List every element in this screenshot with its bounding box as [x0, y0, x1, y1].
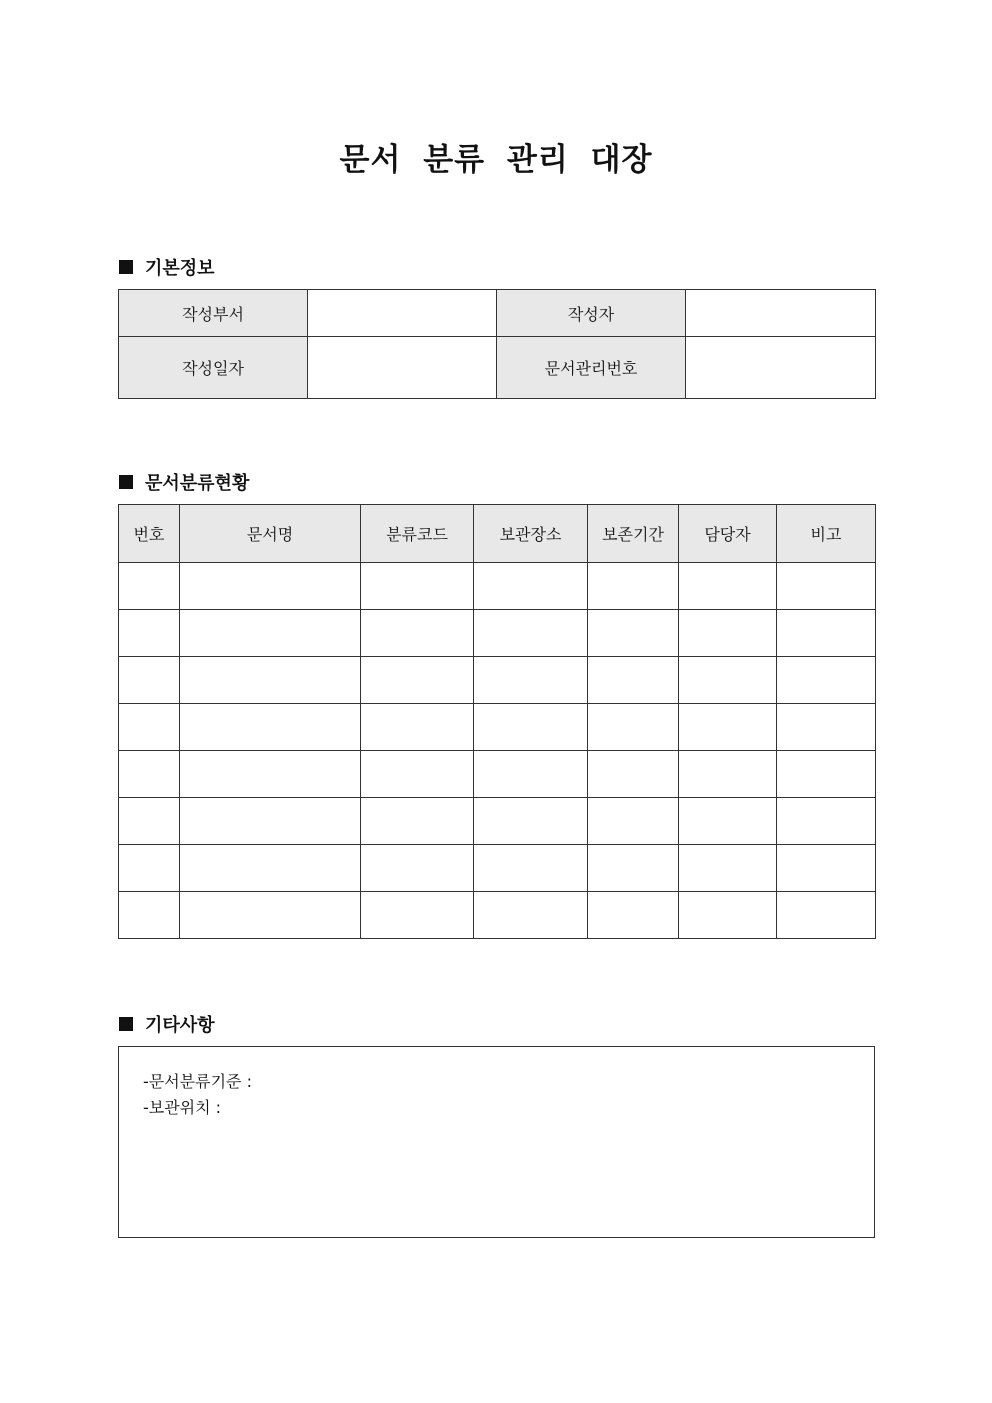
- cell-doc-name[interactable]: [180, 610, 361, 657]
- square-bullet-icon: [119, 475, 133, 489]
- square-bullet-icon: [119, 260, 133, 274]
- cell-class-code[interactable]: [361, 751, 474, 798]
- col-header-class-code: 분류코드: [361, 505, 474, 563]
- cell-storage-location[interactable]: [474, 657, 588, 704]
- col-header-retention-period: 보존기간: [588, 505, 679, 563]
- cell-retention-period[interactable]: [588, 657, 679, 704]
- cell-manager[interactable]: [679, 610, 777, 657]
- cell-manager[interactable]: [679, 657, 777, 704]
- cell-manager[interactable]: [679, 704, 777, 751]
- cell-class-code[interactable]: [361, 845, 474, 892]
- cell-retention-period[interactable]: [588, 892, 679, 939]
- col-header-manager: 담당자: [679, 505, 777, 563]
- cell-number[interactable]: [119, 845, 180, 892]
- col-header-number: 번호: [119, 505, 180, 563]
- cell-class-code[interactable]: [361, 892, 474, 939]
- cell-doc-name[interactable]: [180, 657, 361, 704]
- cell-manager[interactable]: [679, 892, 777, 939]
- cell-doc-name[interactable]: [180, 563, 361, 610]
- cell-retention-period[interactable]: [588, 563, 679, 610]
- cell-class-code[interactable]: [361, 610, 474, 657]
- cell-doc-name[interactable]: [180, 751, 361, 798]
- notes-box[interactable]: [118, 1046, 875, 1238]
- cell-number[interactable]: [119, 704, 180, 751]
- page-title: 문서 분류 관리 대장: [339, 142, 653, 178]
- cell-remarks[interactable]: [777, 657, 876, 704]
- table-row: [119, 798, 876, 845]
- cell-remarks[interactable]: [777, 751, 876, 798]
- cell-doc-name[interactable]: [180, 798, 361, 845]
- cell-retention-period[interactable]: [588, 704, 679, 751]
- doc-number-field[interactable]: [686, 337, 876, 399]
- cell-class-code[interactable]: [361, 563, 474, 610]
- date-label: 작성일자: [119, 337, 308, 399]
- cell-storage-location[interactable]: [474, 610, 588, 657]
- section-heading-label: 기타사항: [145, 1015, 215, 1036]
- cell-retention-period[interactable]: [588, 751, 679, 798]
- cell-storage-location[interactable]: [474, 845, 588, 892]
- cell-remarks[interactable]: [777, 892, 876, 939]
- cell-doc-name[interactable]: [180, 704, 361, 751]
- table-row: [119, 704, 876, 751]
- dept-field[interactable]: [308, 290, 497, 337]
- col-header-storage-location: 보관장소: [474, 505, 588, 563]
- classification-table: [118, 504, 876, 939]
- cell-remarks[interactable]: [777, 610, 876, 657]
- cell-retention-period[interactable]: [588, 845, 679, 892]
- cell-number[interactable]: [119, 610, 180, 657]
- author-label: 작성자: [497, 290, 686, 337]
- cell-manager[interactable]: [679, 798, 777, 845]
- basic-info-table: [118, 289, 876, 399]
- cell-manager[interactable]: [679, 845, 777, 892]
- table-row: [119, 751, 876, 798]
- cell-number[interactable]: [119, 751, 180, 798]
- cell-remarks[interactable]: [777, 798, 876, 845]
- table-row: [119, 563, 876, 610]
- cell-retention-period[interactable]: [588, 610, 679, 657]
- author-field[interactable]: [686, 290, 876, 337]
- cell-remarks[interactable]: [777, 563, 876, 610]
- cell-class-code[interactable]: [361, 704, 474, 751]
- table-row: [119, 845, 876, 892]
- cell-storage-location[interactable]: [474, 704, 588, 751]
- storage-location-line: -보관위치 :: [143, 1098, 222, 1117]
- cell-number[interactable]: [119, 892, 180, 939]
- cell-storage-location[interactable]: [474, 751, 588, 798]
- cell-doc-name[interactable]: [180, 845, 361, 892]
- section-heading-label: 문서분류현황: [145, 473, 250, 494]
- cell-storage-location[interactable]: [474, 798, 588, 845]
- table-header-row: [119, 505, 876, 563]
- section-heading-classification: [119, 469, 249, 495]
- cell-retention-period[interactable]: [588, 798, 679, 845]
- table-row: [119, 892, 876, 939]
- col-header-doc-name: 문서명: [180, 505, 361, 563]
- dept-label: 작성부서: [119, 290, 308, 337]
- cell-doc-name[interactable]: [180, 892, 361, 939]
- cell-remarks[interactable]: [777, 704, 876, 751]
- cell-number[interactable]: [119, 563, 180, 610]
- section-heading-label: 기본정보: [145, 258, 215, 279]
- cell-class-code[interactable]: [361, 798, 474, 845]
- cell-manager[interactable]: [679, 563, 777, 610]
- classification-criteria-line: -문서분류기준 :: [143, 1072, 252, 1091]
- cell-class-code[interactable]: [361, 657, 474, 704]
- table-row: [119, 610, 876, 657]
- date-field[interactable]: [308, 337, 497, 399]
- cell-storage-location[interactable]: [474, 892, 588, 939]
- cell-manager[interactable]: [679, 751, 777, 798]
- col-header-remarks: 비고: [777, 505, 876, 563]
- section-heading-basic-info: [119, 254, 215, 280]
- table-row: [119, 657, 876, 704]
- doc-number-label: 문서관리번호: [497, 337, 686, 399]
- cell-storage-location[interactable]: [474, 563, 588, 610]
- cell-number[interactable]: [119, 798, 180, 845]
- cell-number[interactable]: [119, 657, 180, 704]
- cell-remarks[interactable]: [777, 845, 876, 892]
- square-bullet-icon: [119, 1017, 133, 1031]
- section-heading-other: [119, 1011, 215, 1037]
